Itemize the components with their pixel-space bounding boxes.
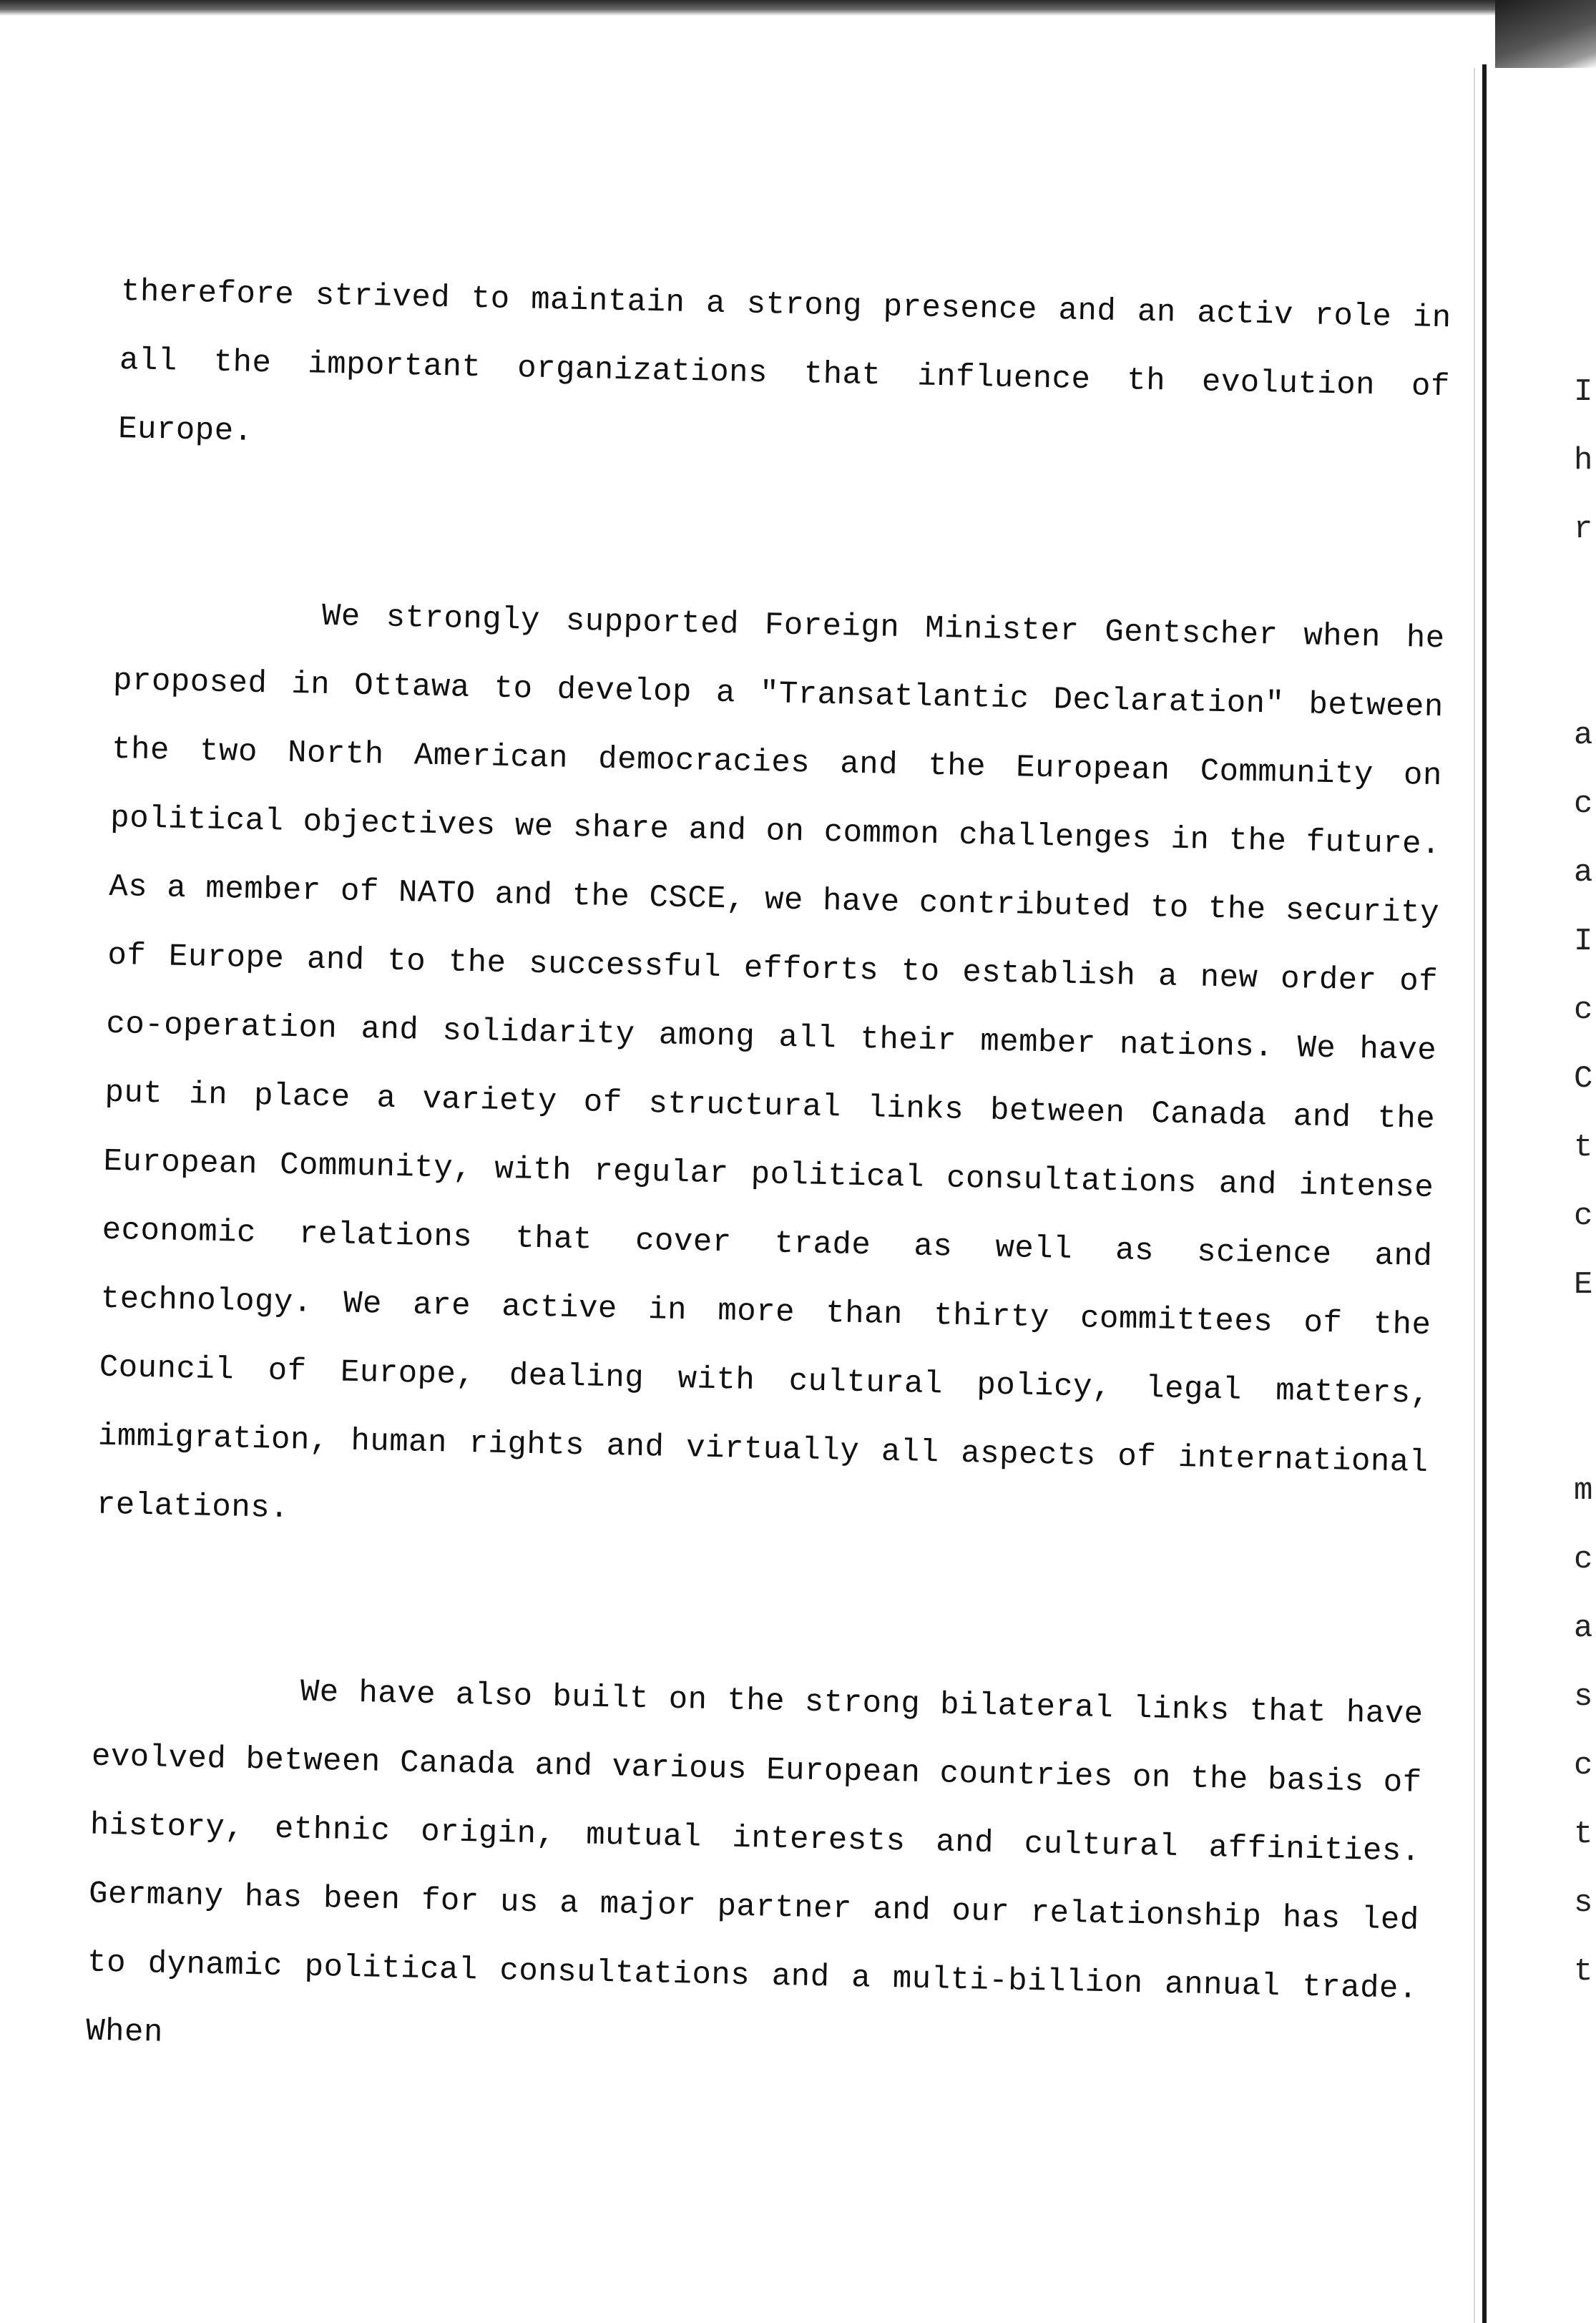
next-page-fragment: t xyxy=(1574,1954,1593,1990)
next-page-fragment: t xyxy=(1574,1130,1593,1165)
scan-shadow-corner xyxy=(1495,0,1596,68)
binding-gutter xyxy=(1482,64,1487,2323)
next-page-fragment: E xyxy=(1574,1267,1593,1303)
next-page-fragment: r xyxy=(1574,512,1593,547)
next-page-fragment: c xyxy=(1574,1748,1593,1784)
scan-shadow-top xyxy=(0,0,1596,16)
next-page-fragment: a xyxy=(1574,1610,1593,1646)
next-page-fragment: m xyxy=(1574,1473,1593,1509)
next-page-fragment: C xyxy=(1574,1061,1593,1097)
document-body xyxy=(85,258,1451,2093)
next-page-fragment: s xyxy=(1574,1679,1593,1715)
next-page-fragment: a xyxy=(1574,718,1593,753)
next-page-fragment: I xyxy=(1574,374,1593,410)
next-page-fragment: c xyxy=(1574,1198,1593,1234)
paragraph-2: We strongly supported Foreign Minister Gentscher when he proposed in Ottawa to develop a "Transatlantic Declaration" between the two North American democracies and the European Community on political objectives we share and on common challenges in the future. As a member of NATO and the CSCE, we have contributed to the security of Europe and to the successful efforts to establish a new order of co-operation and solidarity among all their member nations. We have put in place a variety of structural links between Canada and the European Community, with regular political consultations and intense economic relations that cover trade as well as science and technology. We are active in more than thirty committees of the Council of Europe, dealing with cultural policy, legal matters, immigration, human rights and virtually all aspects of international relations. xyxy=(96,598,1446,1527)
next-page-gap xyxy=(1574,564,1596,701)
next-page-fragment: s xyxy=(1574,1885,1593,1921)
paragraph-1: therefore strived to maintain a strong presence and an activ role in all the important organizations that influence th evolution of Europe. xyxy=(117,273,1452,450)
next-page-edge xyxy=(1574,358,1596,2006)
next-page-fragment: a xyxy=(1574,855,1593,891)
next-page-fragment: c xyxy=(1574,992,1593,1028)
next-page-fragment: h xyxy=(1574,443,1593,479)
next-page-fragment: c xyxy=(1574,786,1593,822)
next-page-fragment: t xyxy=(1574,1816,1593,1852)
paragraph-3: We have also built on the strong bilateral links that have evolved between Canada and various European countries on the basis of history, ethnic origin, mutual interests and cultural affinities. Germany has been for us a major partner and our relationship has led to dynamic political consultations and a multi-billion annual trade. When xyxy=(85,1674,1424,2051)
binding-gutter-faint xyxy=(1474,68,1475,2323)
next-page-fragment: c xyxy=(1574,1542,1593,1578)
next-page-gap xyxy=(1574,1319,1596,1457)
next-page-fragment: I xyxy=(1574,924,1593,959)
